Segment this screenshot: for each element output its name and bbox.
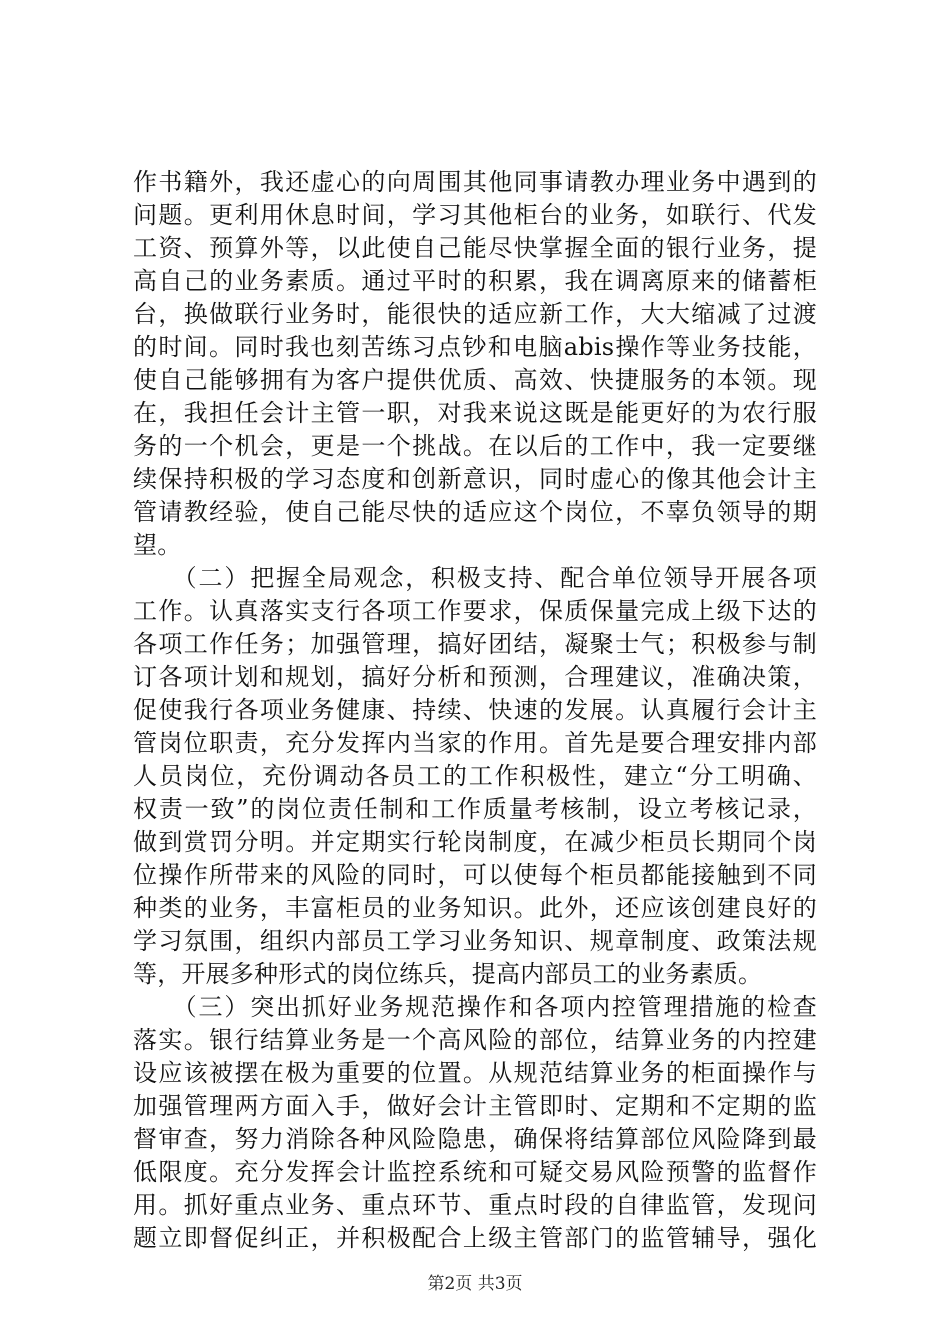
text-line: （三）突出抓好业务规范操作和各项内控管理措施的检查	[133, 993, 817, 1021]
text-line: 工作。认真落实支行各项工作要求，保质保量完成上级下达的	[133, 597, 817, 625]
text-line: 使自己能够拥有为客户提供优质、高效、快捷服务的本领。现	[133, 366, 817, 394]
text-line: 续保持积极的学习态度和创新意识，同时虚心的像其他会计主	[133, 465, 817, 493]
body-text	[133, 166, 817, 1255]
text-line: 的时间。同时我也刻苦练习点钞和电脑abis操作等业务技能，	[133, 333, 817, 361]
text-line: 题立即督促纠正，并积极配合上级主管部门的监管辅导，强化	[133, 1224, 817, 1252]
text-line: 各项工作任务；加强管理，搞好团结，凝聚士气；积极参与制	[133, 630, 817, 658]
text-line: 低限度。充分发挥会计监控系统和可疑交易风险预警的监督作	[133, 1158, 817, 1186]
text-line: 管岗位职责，充分发挥内当家的作用。首先是要合理安排内部	[133, 729, 817, 757]
text-line: 高自己的业务素质。通过平时的积累，我在调离原来的储蓄柜	[133, 267, 817, 295]
text-line: 种类的业务，丰富柜员的业务知识。此外，还应该创建良好的	[133, 894, 817, 922]
text-line: 加强管理两方面入手，做好会计主管即时、定期和不定期的监	[133, 1092, 817, 1120]
text-line: 务的一个机会，更是一个挑战。在以后的工作中，我一定要继	[133, 432, 817, 460]
text-line: 促使我行各项业务健康、持续、快速的发展。认真履行会计主	[133, 696, 817, 724]
text-line: 管请教经验，使自己能尽快的适应这个岗位，不辜负领导的期	[133, 498, 817, 526]
text-line: （二）把握全局观念，积极支持、配合单位领导开展各项	[133, 564, 817, 592]
text-line: 用。抓好重点业务、重点环节、重点时段的自律监管，发现问	[133, 1191, 817, 1219]
text-line: 台，换做联行业务时，能很快的适应新工作，大大缩减了过渡	[133, 300, 817, 328]
text-line: 在，我担任会计主管一职，对我来说这既是能更好的为农行服	[133, 399, 817, 427]
text-line: 订各项计划和规划，搞好分析和预测，合理建议，准确决策，	[133, 663, 817, 691]
text-line: 设应该被摆在极为重要的位置。从规范结算业务的柜面操作与	[133, 1059, 817, 1087]
text-line: 位操作所带来的风险的同时，可以使每个柜员都能接触到不同	[133, 861, 817, 889]
text-line: 做到赏罚分明。并定期实行轮岗制度，在减少柜员长期同个岗	[133, 828, 817, 856]
page-number-footer: 第2页 共3页	[427, 1274, 523, 1294]
text-line: 人员岗位，充份调动各员工的工作积极性，建立“分工明确、	[133, 762, 817, 790]
text-line: 落实。银行结算业务是一个高风险的部位，结算业务的内控建	[133, 1026, 817, 1054]
text-line: 工资、预算外等，以此使自己能尽快掌握全面的银行业务，提	[133, 234, 817, 262]
text-line: 权责一致”的岗位责任制和工作质量考核制，设立考核记录，	[133, 795, 817, 823]
text-line: 问题。更利用休息时间，学习其他柜台的业务，如联行、代发	[133, 201, 817, 229]
text-line: 督审查，努力消除各种风险隐患，确保将结算部位风险降到最	[133, 1125, 817, 1153]
text-line: 作书籍外，我还虚心的向周围其他同事请教办理业务中遇到的	[133, 168, 817, 196]
text-line: 望。	[133, 531, 182, 559]
text-line: 等，开展多种形式的岗位练兵，提高内部员工的业务素质。	[133, 960, 763, 988]
text-line: 学习氛围，组织内部员工学习业务知识、规章制度、政策法规	[133, 927, 817, 955]
